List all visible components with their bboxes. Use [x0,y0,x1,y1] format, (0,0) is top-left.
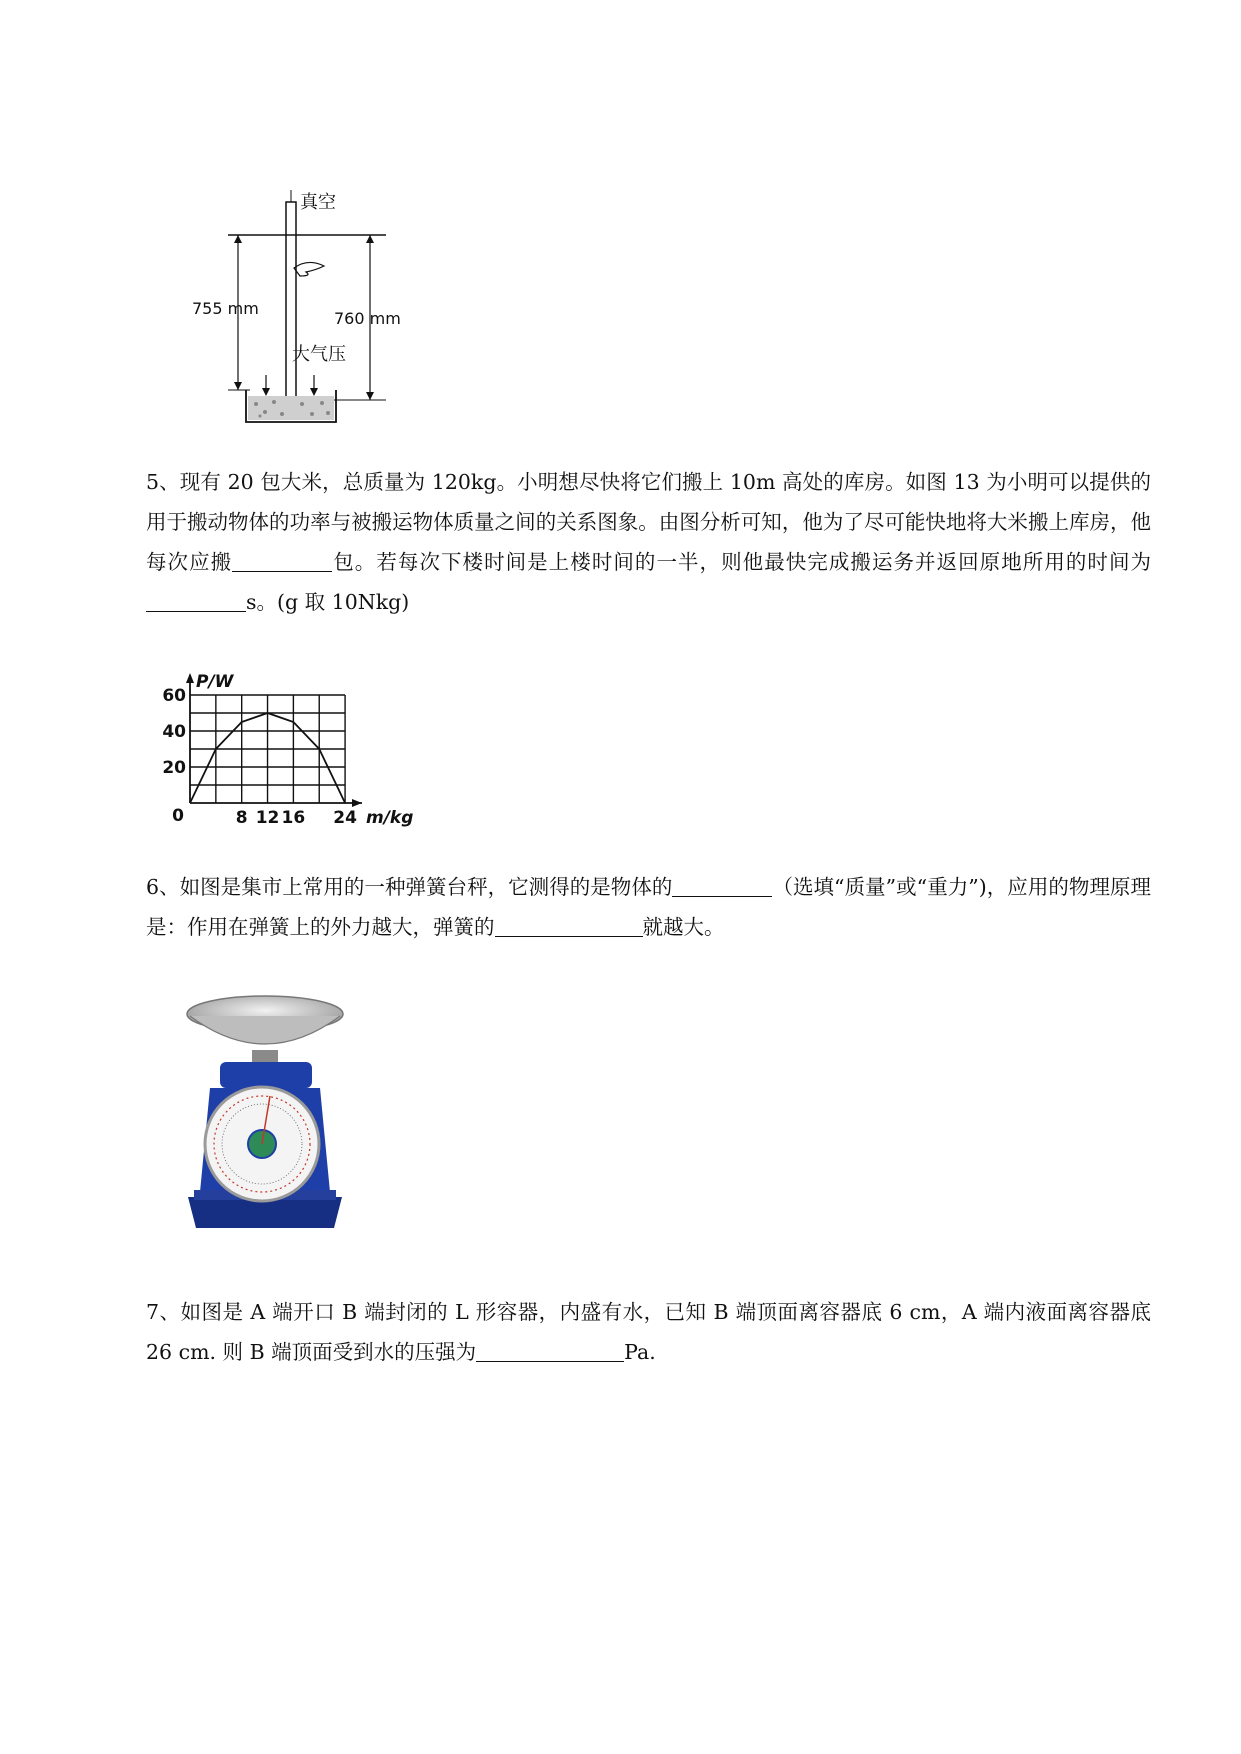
y-axis-arrow [186,673,194,683]
question-5-text-3: s。(g 取 10Nkg) [246,590,410,614]
x-tick-label: 12 [255,808,280,828]
question-5-text-2: 包。若每次下楼时间是上楼时间的一半，则他最快完成搬运务并返回原地所用的时间为 [332,550,1152,574]
origin-label: 0 [172,806,184,826]
barometer-figure [190,190,430,435]
answer-blank-elongation[interactable] [495,915,643,938]
question-6-text-2: （选填“质量”或“重力”)，应用的物理原理是：作用在弹簧上的外力越大，弹簧的 [146,875,1152,939]
chart-grid [190,695,345,803]
vacuum-label: 真空 [300,192,336,213]
question-6-text-1: 6、如图是集市上常用的一种弹簧台秤，它测得的是物体的 [146,875,673,899]
y-tick-label: 20 [162,758,186,778]
y-axis-label: P/W [196,672,234,692]
question-7-text-1: 7、如图是 A 端开口 B 端封闭的 L 形容器，内盛有水，已知 B 端顶面离容器底 6 cm，A 端内液面离容器底 26 cm. 则 B 端顶面受到水的压强为 [146,1300,1151,1364]
x-axis-arrow [352,799,362,807]
power-mass-chart [162,658,438,838]
x-tick-label: 16 [281,808,306,828]
question-6 [146,867,1151,947]
question-5-text-1: 5、现有 20 包大米，总质量为 120kg。小明想尽快将它们搬上 10m 高处的库房。如图 13 为小明可以提供的用于搬动物体的功率与被搬运物体质量之间的关系图象。由图分析可知，他为了尽可能快地将大米搬上库房，他每次应搬 [146,470,1151,574]
spring-scale-figure [180,992,350,1242]
pressure-label: 大气压 [292,344,346,365]
question-6-text-3: 就越大。 [642,915,725,939]
question-7 [146,1292,1151,1372]
x-axis-label: m/kg [366,808,414,828]
y-tick-label: 40 [162,722,186,742]
question-7-text-2: Pa. [624,1340,656,1364]
x-tick-label: 8 [235,808,248,828]
answer-blank-pressure[interactable] [476,1340,624,1363]
answer-blank-time[interactable] [146,590,246,613]
chart-axes [186,673,362,807]
right-height-label: 760 mm [334,309,401,328]
x-tick-label: 24 [333,808,357,828]
left-height-label: 755 mm [192,299,259,318]
y-tick-label: 60 [162,686,186,706]
answer-blank-quantity[interactable] [672,875,772,898]
answer-blank-bags[interactable] [232,550,332,573]
question-5 [146,462,1151,622]
